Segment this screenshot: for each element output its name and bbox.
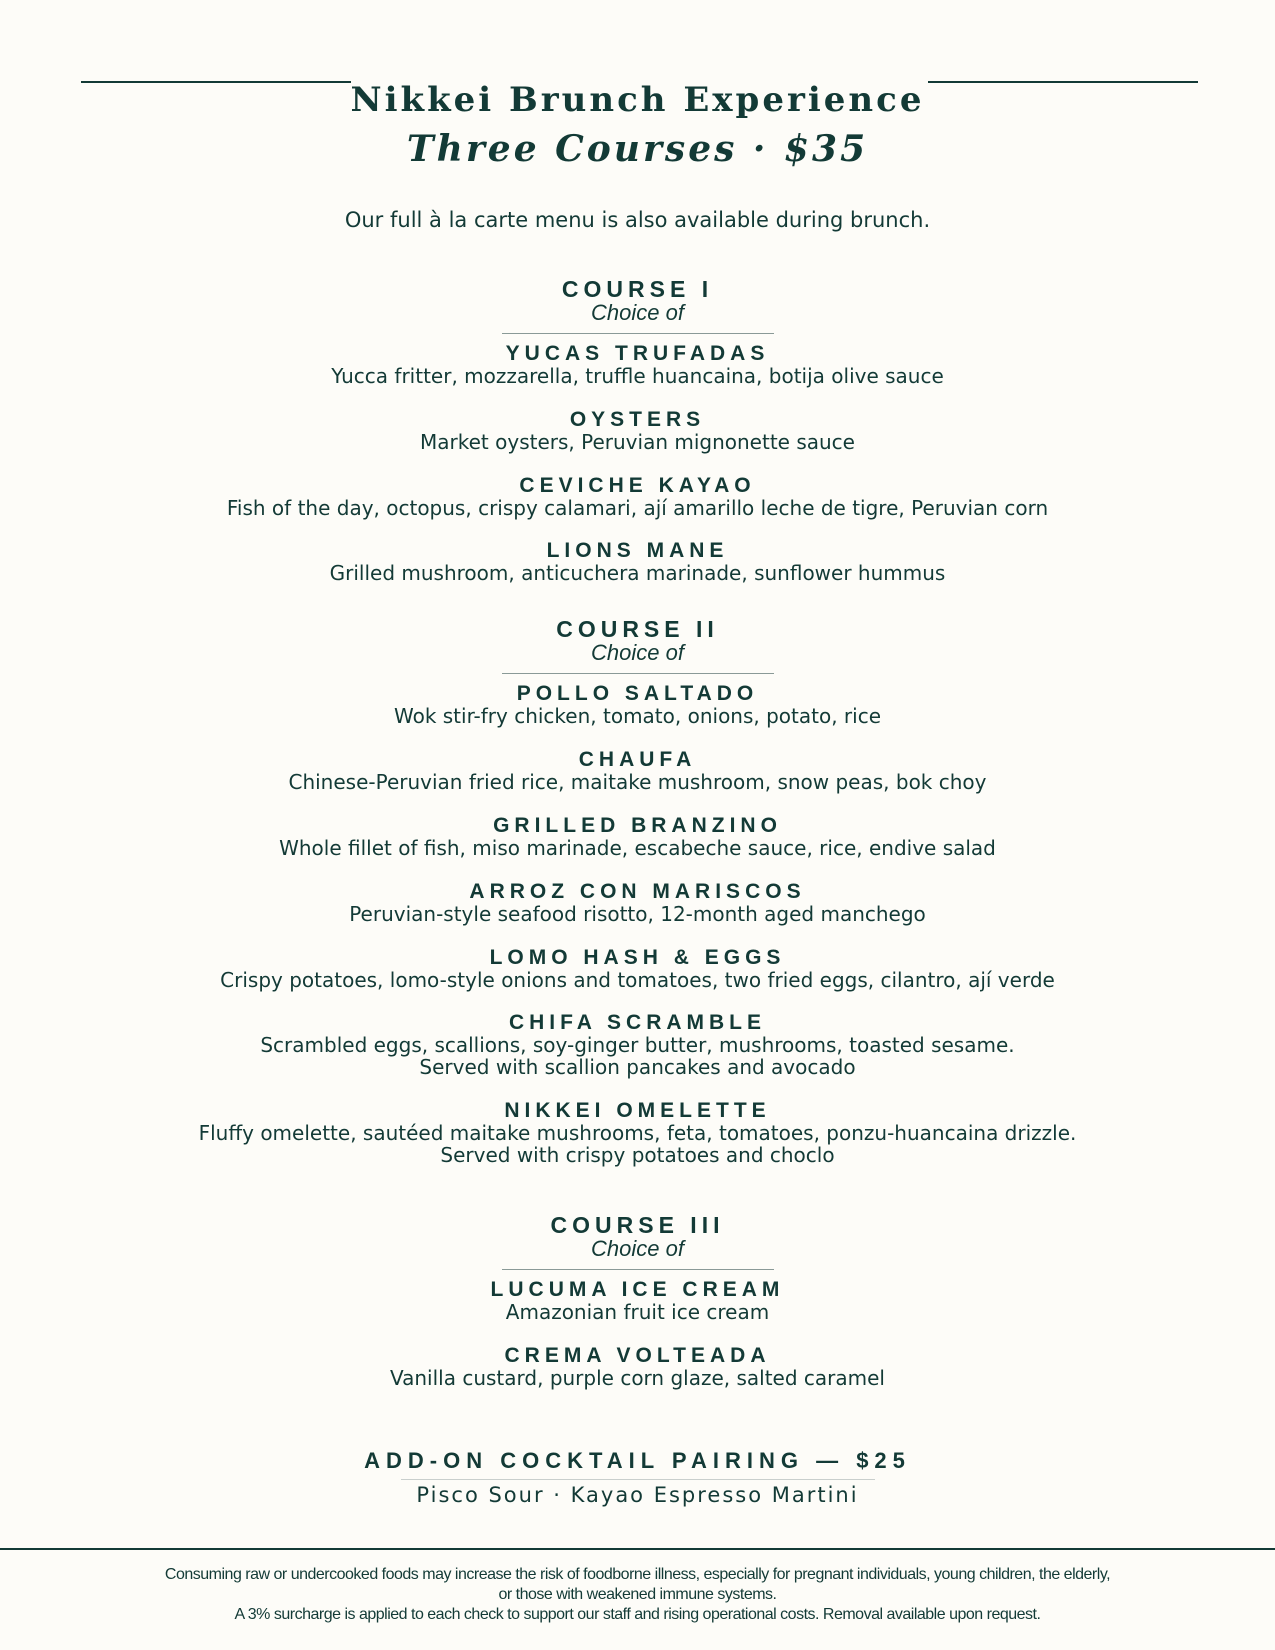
dish-description: Whole fillet of fish, miso marinade, escabeche sauce, rice, endive salad: [279, 836, 996, 860]
dish-name: LOMO HASH & EGGS: [489, 946, 786, 969]
dish-description: Amazonian fruit ice cream: [505, 1300, 770, 1324]
menu-item: [0, 881, 1275, 925]
addon-divider: [401, 1479, 875, 1480]
dish-name: NIKKEI OMELETTE: [504, 1099, 771, 1122]
menu-title: Nikkei Brunch Experience: [350, 80, 925, 120]
course-header: [0, 1213, 1275, 1270]
course-subtitle: Choice of: [591, 1236, 684, 1261]
menu-item: [0, 540, 1275, 584]
dish-description: Peruvian-style seafood risotto, 12-month aged manchego: [349, 902, 926, 926]
dish-description: Fish of the day, octopus, crispy calamari, ají amarillo leche de tigre, Peruvian corn: [226, 496, 1049, 520]
course-title: COURSE II: [556, 616, 719, 642]
dish-name: CHIFA SCRAMBLE: [508, 1011, 767, 1034]
course-divider: [502, 1269, 774, 1270]
menu-item: [0, 947, 1275, 991]
dish-description: Wok stir-fry chicken, tomato, onions, potato, rice: [393, 704, 882, 728]
menu-item: [0, 749, 1275, 793]
menu-item: [0, 1100, 1275, 1166]
dish-name: CHAUFA: [578, 748, 697, 771]
footer-line: Consuming raw or undercooked foods may increase the risk of foodborne illness, especially for pregnant individuals, young children, the elderly,: [164, 1566, 1111, 1583]
dish-description: Fluffy omelette, sautéed maitake mushrooms, feta, tomatoes, ponzu-huancaina drizzle. Served with crispy potatoes and choclo: [198, 1121, 1077, 1167]
dish-description: Crispy potatoes, lomo-style onions and tomatoes, two fried eggs, cilantro, ají verde: [220, 968, 1055, 992]
menu-item: [0, 815, 1275, 859]
course-subtitle: Choice of: [591, 640, 684, 665]
dish-name: GRILLED BRANZINO: [493, 814, 782, 837]
course-subtitle: Choice of: [591, 300, 684, 325]
dish-name: CREMA VOLTEADA: [504, 1344, 771, 1367]
menu-item: [0, 475, 1275, 519]
dish-description: Grilled mushroom, anticuchera marinade, sunflower hummus: [329, 561, 946, 585]
dish-name: LIONS MANE: [546, 539, 729, 562]
course-divider: [502, 333, 774, 334]
footer-line: A 3% surcharge is applied to each check to support our staff and rising operational costs. Removal available upon request.: [234, 1606, 1041, 1623]
course-header: [0, 277, 1275, 334]
menu-item: [0, 343, 1275, 387]
menu-note: Our full à la carte menu is also available during brunch.: [344, 208, 931, 232]
footer-line: or those with weakened immune systems.: [498, 1586, 777, 1603]
dish-name: LUCUMA ICE CREAM: [490, 1278, 785, 1301]
addon-title: ADD-ON COCKTAIL PAIRING — $25: [364, 1448, 911, 1473]
menu-item: [0, 1012, 1275, 1078]
menu-item: [0, 1345, 1275, 1389]
dish-name: POLLO SALTADO: [516, 682, 759, 705]
dish-name: CEVICHE KAYAO: [519, 474, 756, 497]
course-divider: [502, 673, 774, 674]
course-header: [0, 617, 1275, 674]
dish-description: Yucca fritter, mozzarella, truffle huancaina, botija olive sauce: [331, 364, 944, 388]
dish-description: Scrambled eggs, scallions, soy-ginger butter, mushrooms, toasted sesame. Served with scallion pancakes and avocado: [260, 1033, 1015, 1079]
dish-description: Market oysters, Peruvian mignonette sauce: [420, 430, 855, 454]
dish-name: OYSTERS: [569, 408, 706, 431]
dish-description: Vanilla custard, purple corn glaze, salted caramel: [390, 1366, 885, 1390]
menu-item: [0, 1279, 1275, 1323]
menu-item: [0, 409, 1275, 453]
dish-name: YUCAS TRUFADAS: [505, 342, 770, 365]
footer-rule: [0, 1548, 1275, 1550]
course-title: COURSE I: [561, 276, 714, 302]
footer-disclaimer: [0, 1565, 1275, 1625]
addon-items: Pisco Sour · Kayao Espresso Martini: [416, 1483, 859, 1507]
dish-name: ARROZ CON MARISCOS: [469, 880, 806, 903]
dish-description: Chinese-Peruvian fried rice, maitake mushroom, snow peas, bok choy: [288, 770, 987, 794]
course-title: COURSE III: [550, 1212, 725, 1238]
menu-subtitle: Three Courses · $35: [406, 128, 869, 170]
menu-item: [0, 683, 1275, 727]
cocktail-pairing: [0, 1449, 1275, 1508]
